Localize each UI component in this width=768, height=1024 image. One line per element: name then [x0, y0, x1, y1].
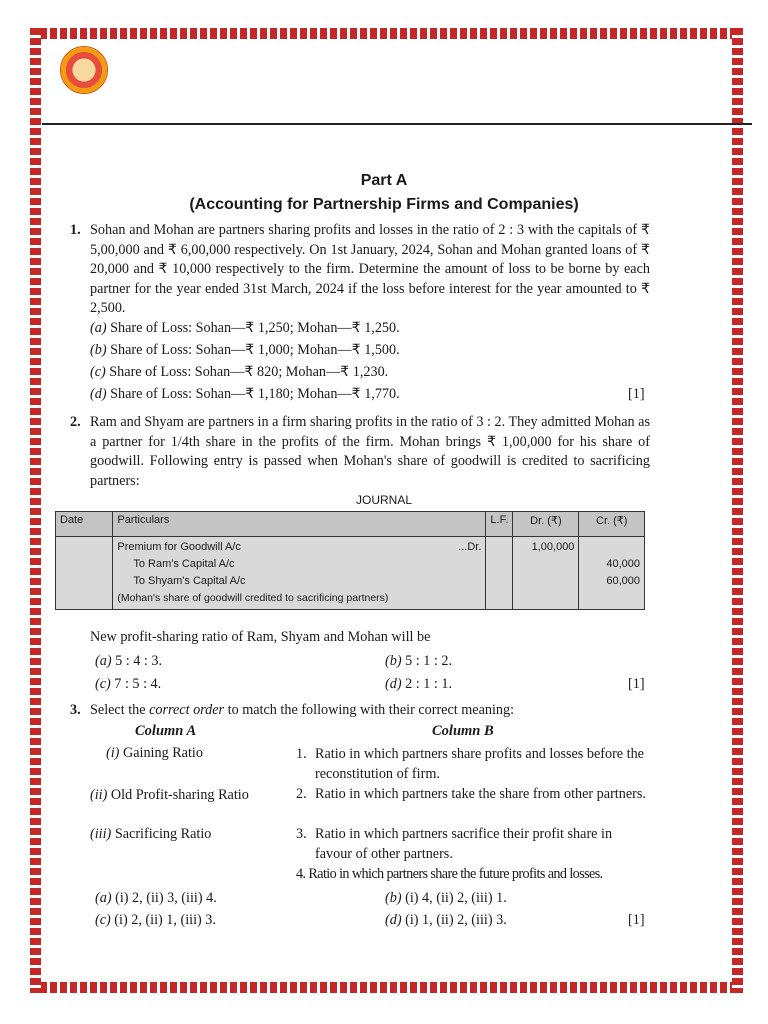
q2-option-c: (c) 7 : 5 : 4.: [95, 676, 162, 692]
col-cr: Cr. (₹): [579, 512, 645, 537]
col-dr: Dr. (₹): [513, 512, 579, 537]
part-subtitle: (Accounting for Partnership Firms and Companies): [189, 196, 579, 213]
column-b-item: 3. Ratio in which partners sacrifice their profit share in favour of other partners.: [296, 826, 613, 862]
q2-option-b: (b) 5 : 1 : 2.: [385, 653, 452, 669]
q3-option-c: (c) (i) 2, (ii) 1, (iii) 3.: [95, 912, 216, 928]
question-1: [70, 221, 650, 319]
question-number: 3.: [70, 702, 81, 718]
column-a-item: (iii) Sacrificing Ratio: [90, 826, 212, 842]
q1-option-b: (b) Share of Loss: Sohan—₹ 1,000; Mohan—₹ 1,500.: [90, 342, 400, 358]
q3-option-b: (b) (i) 4, (ii) 2, (iii) 1.: [385, 890, 507, 906]
col-particulars: Particulars: [113, 512, 486, 537]
col-date: Date: [56, 512, 113, 537]
question-number: 1.: [70, 222, 81, 238]
column-a-item: (ii) Old Profit-sharing Ratio: [90, 787, 249, 803]
column-a-item: (i) Gaining Ratio: [106, 745, 203, 761]
q1-option-c: (c) Share of Loss: Sohan—₹ 820; Mohan—₹ 1,230.: [90, 364, 389, 380]
column-b-item: 4. Ratio in which partners share the future profits and losses.: [296, 866, 603, 882]
q2-option-d: (d) 2 : 1 : 1.: [385, 676, 452, 692]
header-rule: [42, 123, 752, 125]
q2-marks: [1]: [628, 676, 645, 692]
q2-question: New profit-sharing ratio of Ram, Shyam and Mohan will be: [90, 629, 431, 645]
q2-option-a: (a) 5 : 4 : 3.: [95, 653, 162, 669]
page-border-bottom: [30, 982, 743, 993]
column-b-item: 1. Ratio in which partners share profits and losses before the reconstitution of firm.: [296, 746, 644, 782]
question-text: Ram and Shyam are partners in a firm sharing profits in the ratio of 3 : 2. They admitted Mohan as a partner for 1/4th share in the profits of the firm. Mohan brings ₹ 1,00,000 for his share of goodwill. Following entry is passed when Mohan's share of goodwill is credited to sacrificing partners:: [90, 414, 650, 489]
question-text: Sohan and Mohan are partners sharing profits and losses in the ratio of 2 : 3 with the capitals of ₹ 5,00,000 and ₹ 6,00,000 respectively. On 1st January, 2024, Sohan and Mohan granted loans of ₹ 20,000 and ₹ 10,000 respectively to the firm. Determine the amount of loss to be borne by each partner for the year ended 31st March, 2024 if the loss before interest for the year amounted to ₹ 2,500.: [90, 222, 650, 316]
q1-marks: [1]: [628, 386, 645, 402]
q1-option-d: (d) Share of Loss: Sohan—₹ 1,180; Mohan—₹ 1,770.: [90, 386, 400, 402]
q3-option-a: (a) (i) 2, (ii) 3, (iii) 4.: [95, 890, 217, 906]
col-lf: L.F.: [486, 512, 513, 537]
column-b-item: 2. Ratio in which partners take the share from other partners.: [296, 786, 646, 802]
journal-table: [55, 511, 645, 610]
question-3: 3. Select the correct order to match the following with their correct meaning:: [70, 701, 650, 721]
q3-marks: [1]: [628, 912, 645, 928]
journal-title: JOURNAL: [355, 493, 412, 507]
institution-logo-icon: [60, 46, 108, 94]
q1-option-a: (a) Share of Loss: Sohan—₹ 1,250; Mohan—₹ 1,250.: [90, 320, 400, 336]
column-a-heading: Column A: [135, 723, 197, 739]
part-title: Part A: [360, 172, 408, 189]
table-row: Premium for Goodwill A/c ...Dr. To Ram's Capital A/c To Shyam's Capital A/c (Mohan's share of goodwill credited to sacrificing partners) 1,00,000 40,000 60,000: [56, 537, 645, 610]
q3-option-d: (d) (i) 1, (ii) 2, (iii) 3.: [385, 912, 507, 928]
page-border-top: [30, 28, 743, 39]
question-2: [70, 413, 650, 491]
column-b-heading: Column B: [432, 723, 494, 739]
question-number: 2.: [70, 414, 81, 430]
